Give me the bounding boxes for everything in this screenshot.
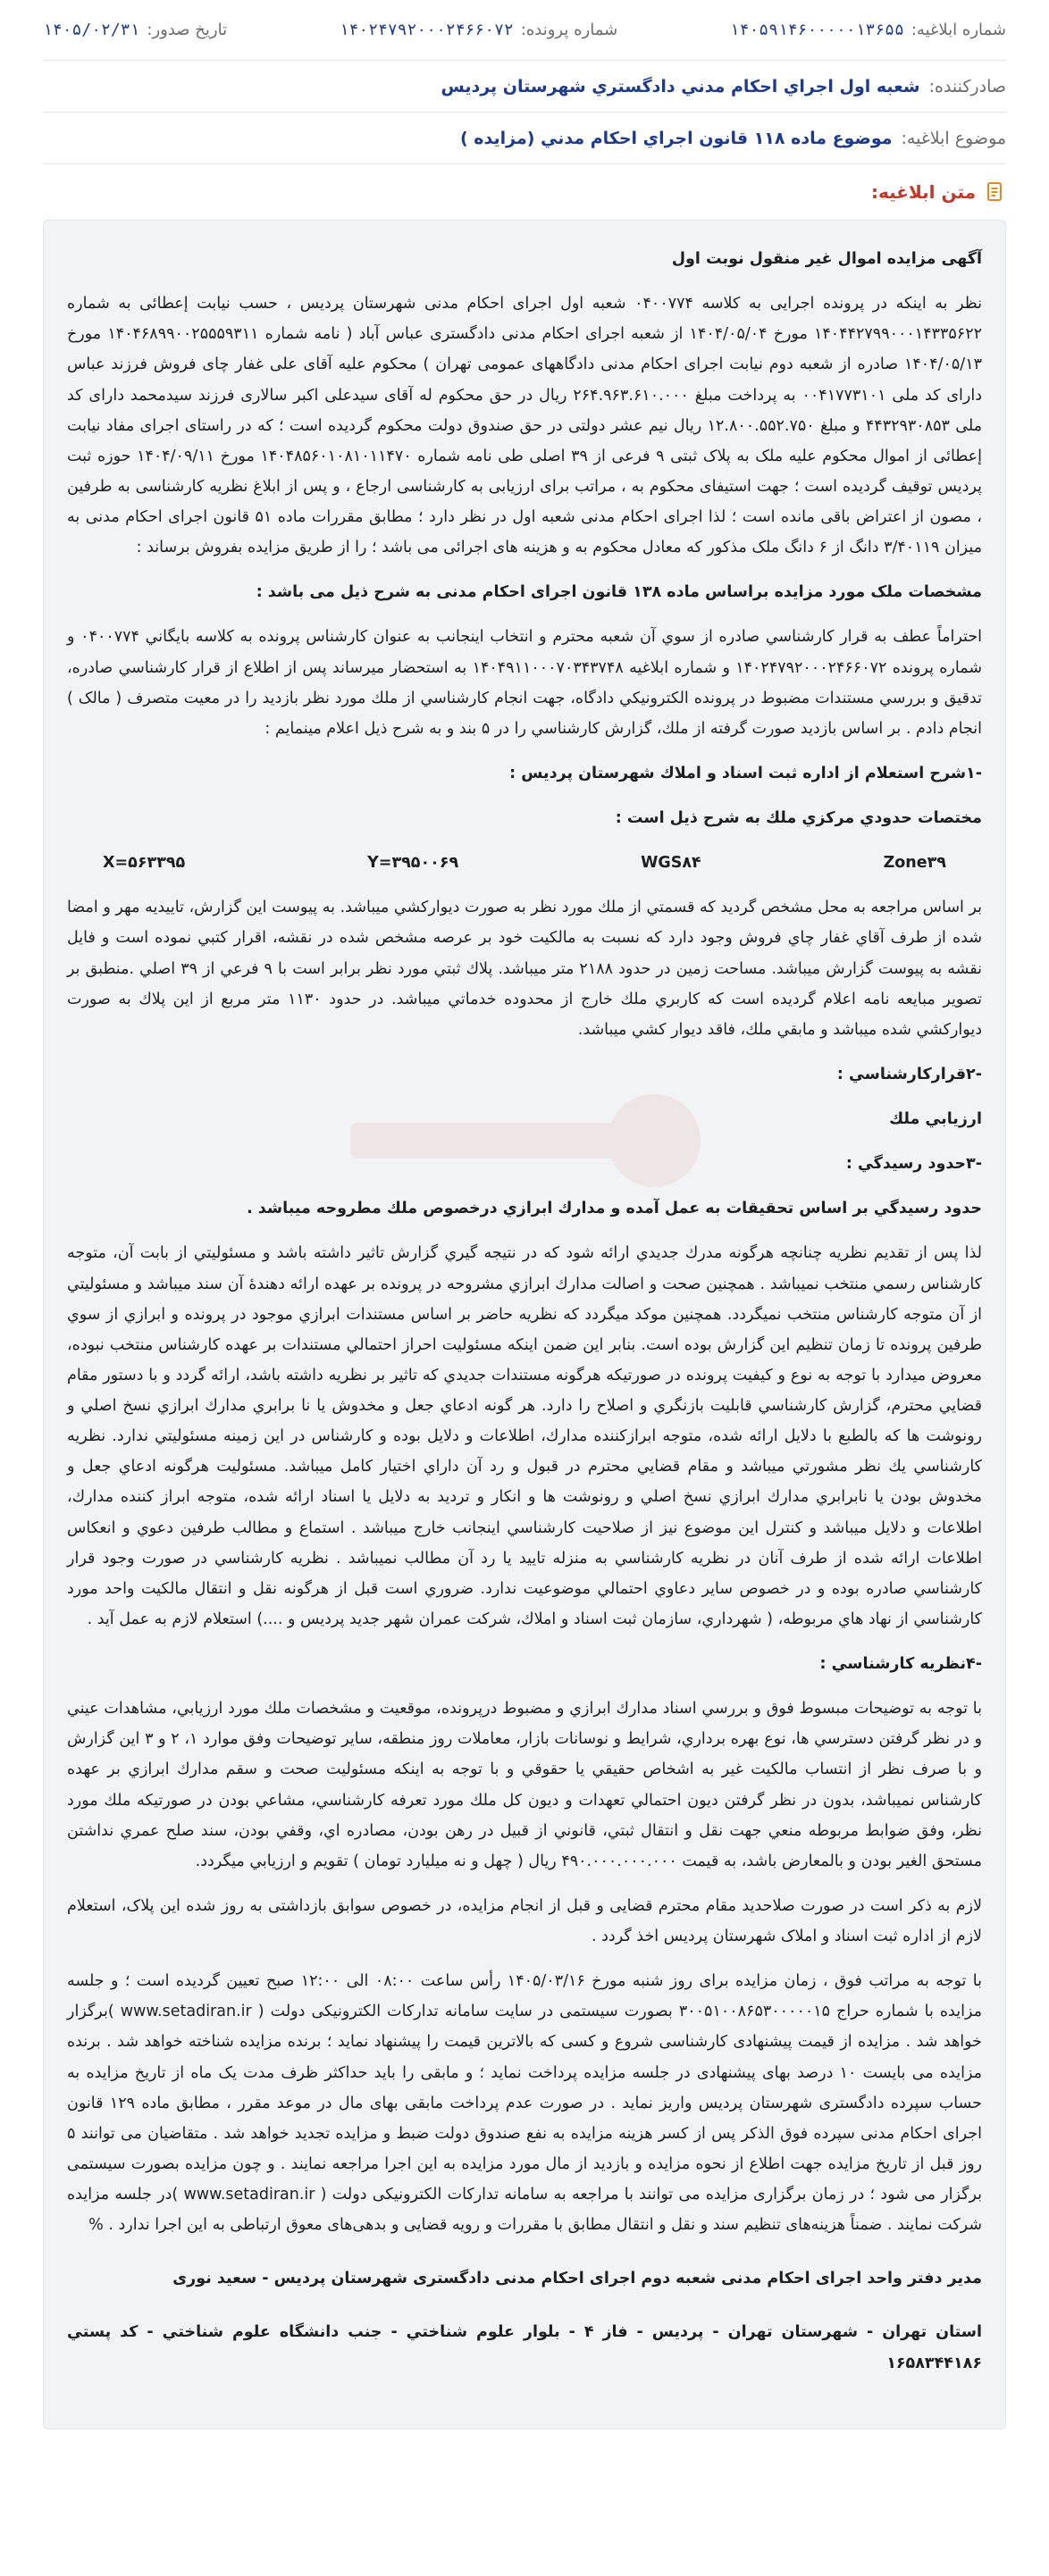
notice-number-label: شماره ابلاغیه:	[911, 21, 1006, 39]
section-header	[43, 164, 1006, 220]
subject-value: موضوع ماده ۱۱۸ قانون اجراي احكام مدني (مزايده )	[460, 128, 893, 148]
notice-number	[730, 21, 1006, 39]
heading-coordinates: مختصات حدودي مركزي ملك به شرح ذيل است :	[615, 809, 982, 827]
section-title: متن ابلاغیه:	[870, 181, 976, 203]
paragraph-valuation: با توجه به توضيحات مبسوط فوق و بررسي اسناد مدارك ابرازي و مضبوط درپرونده، موقعيت و مشخصات ملك مورد ارزيابي، مشاهدات عيني و در نظر گرفتن دسترسي ها، نوع بهره برداري، شرايط و نوسانات بازار، معاملات روز منطقه، ساير توضيحات وفق موارد ۱، ۲ و ۳ اين گزارش و با صرف نظر از انتساب مالكيت غير به اشخاص حقيقي يا حقوقي و با توجه به اينكه مسئوليت صحت و سقم مدارك ابرازي بر عهده كارشناس نميباشد، بدون در نظر گرفتن ديون احتمالي تعهدات و ديون كل ملك مورد تعرفه كارشناسي، مشاعي بودن در صورتيكه ملك مورد نظر، وفق ضوابط مربوطه منعي جهت نقل و انتقال ثبتي، قانوني از قبيل در رهن بودن، مصادره اي، وقفي بودن، سند صلح عمري نداشتن مستحق الغير بودن و بالمعارض باشد، به قيمت ۴۹۰.۰۰۰.۰۰۰.۰۰۰ ريال ( چهل و نه ميليارد تومان ) تقويم و ارزيابي ميگردد.	[67, 1700, 983, 1870]
coord-y: Y=۳۹۵۰۰۶۹	[367, 854, 459, 873]
issue-date-label: تاریخ صدور:	[147, 21, 228, 39]
signature: مدیر دفتر واحد اجرای احکام مدنی شعبه دوم اجرای احکام مدنی دادگستری شهرستان پردیس - سعید نوری	[172, 2270, 982, 2288]
paragraph-specs-heading: مشخصات ملک مورد مزایده براساس ماده ۱۳۸ قانون اجرای احکام مدنی به شرح ذیل می باشد :	[256, 583, 982, 602]
paragraph-auction-terms: با توجه به مراتب فوق ، زمان مزایده برای روز شنبه مورخ ۱۴۰۵/۰۳/۱۶ رأس ساعت ۰۸:۰۰ الی ۱۲:۰۰ صبح تعیین گردیده است ؛ و جلسه مزایده با شماره حراج ۳۰۰۵۱۰۰۸۶۵۳۰۰۰۰۰۱۵ بصورت سیستمی در سایت سامانه تدارکات الکترونیکی دولت ( www.setadiran.ir )برگزار خواهد شد . مزایده از قیمت پیشنهادی کارشناسی شروع و کسی که بالاترین قیمت را پیشنهاد نماید ؛ برنده مزایده شناخته خواهد شد . برنده مزایده می بایست ۱۰ درصد بهای پیشنهادی در جلسه مزایده پرداخت نماید ؛ و مابقی را باید حداکثر ظرف مدت یک ماه از تاریخ مزایده به حساب سپرده دادگستری شهرستان پردیس واریز نماید . در صورت عدم پرداخت مابقی بهای مال در موعد مقرر ، مطابق ماده ۱۲۹ قانون اجرای احکام مدنی سپرده فوق الذکر پس از کسر هزینه مزایده به نفع صندوق دولت ضبط و مزایده تجدید خواهد شد . متقاضیان می توانند ۵ روز قبل از تاریخ مزایده جهت اطلاع از نحوه مزایده و بازدید از مال مورد مزایده به این اجرا مراجعه نمایند . و چون مزایده بصورت سیستمی برگزار می شود ؛ در زمان برگزاری مزایده می توانند با مراجعه به سامانه تدارکات الکترونیکی دولت ( www.setadiran.ir )در جلسه مزایده شرکت نمایند . ضمناً هزینه‌های تنظیم سند و نقل و انتقال مطابق با مقررات و رویه قضایی و بدهی‌های معوق ارتباطی به این اجرا ندارد . %	[67, 1972, 983, 2235]
issuer-value: شعبه اول اجراي احكام مدني دادگستري شهرستان پرديس	[441, 76, 920, 96]
paragraph-registry-note: لازم به ذکر است در صورت صلاحدید مقام محترم قضایی و قبل از انجام مزایده، در خصوص سوابق بازداشتی به روز شده این پلاک، استعلام لازم از اداره ثبت اسناد و املاک شهرستان پردیس اخذ گردد .	[67, 1896, 982, 1945]
heading-scope: -۳حدود رسيدگي :	[845, 1155, 982, 1174]
text-property-valuation: ارزيابي ملك	[889, 1110, 982, 1128]
coord-zone: Zone۳۹	[883, 854, 946, 873]
coordinates-row	[67, 848, 982, 878]
heading-expert-order: -۲قراركارشناسي :	[836, 1065, 982, 1083]
heading-registry-inquiry: -۱شرح استعلام از اداره ثبت اسناد و املاك شهرستان پرديس :	[509, 764, 982, 782]
coord-datum: WGS۸۴	[641, 854, 701, 873]
meta-row	[43, 0, 1006, 61]
text-scope: حدود رسيدگي بر اساس تحقيقات به عمل آمده و مدارك ابرازي درخصوص ملك مطروحه ميباشد .	[247, 1200, 982, 1218]
subject-row	[43, 113, 1006, 164]
paragraph-site-visit: بر اساس مراجعه به محل مشخص گرديد كه قسمتي از ملك مورد نظر به صورت ديواركشي ميباشد. به پيوست اين گزارش، تاييديه مهر و امضا شده از طرف آقاي غفار چاي فروش وجود دارد كه نسبت به مالكيت خود بر عرصه مشخص شده در نقشه، اقرار كتبي نموده است و فايل نقشه به پيوست گزارش ميباشد. مساحت زمين در حدود ۲۱۸۸ متر ميباشد. پلاك ثبتي مورد نظر برابر است با ۹ فرعي از ۳۹ اصلي .منطبق بر تصوير مبايعه نامه اعلام گرديده است كه كاربري ملك خارج از محدوده خدماتي ميباشد. در حدود ۱۱۳۰ متر مربع از اين پلاك به صورت ديواركشي شده ميباشد و مابقي ملك، فاقد ديوار كشي ميباشد.	[67, 899, 982, 1039]
notice-number-value: ۱۴۰۵۹۱۴۶۰۰۰۰۰۱۳۶۵۵	[729, 21, 904, 39]
coord-x: X=۵۶۳۳۹۵	[103, 854, 186, 873]
subject-label: موضوع ابلاغیه:	[901, 128, 1006, 148]
issuer-row	[43, 61, 1006, 113]
issue-date	[43, 21, 227, 39]
issue-date-value: ۱۴۰۵/۰۲/۳۱	[43, 21, 140, 39]
notice-title: آگهی مزایده اموال غیر منقول نوبت اول	[671, 250, 982, 268]
paragraph-intro: نظر به اینکه در پرونده اجرایی به کلاسه ۰۴۰۰۷۷۴ شعبه اول اجرای احکام مدنی شهرستان پردیس ، حسب نیابت إعطائی به شماره ۱۴۰۴۴۲۷۹۹۰۰۰۱۴۳۳۵۶۲۲ مورخ ۱۴۰۴/۰۵/۰۴ از شعبه اجرای احکام مدنی دادگستری عباس آباد ( نامه شماره ۱۴۰۴۶۸۹۹۰۰۲۵۵۵۹۳۱۱ مورخ ۱۴۰۴/۰۵/۱۳ صادره از شعبه دوم نیابت اجرای احکام مدنی دادگاههای عمومی تهران ) محکوم علیه آقای علی غفار چای فروش فرزند عباس دارای کد ملی ۰۰۴۱۷۷۳۱۰۱ به پرداخت مبلغ ۲۶۴.۹۶۳.۶۱۰.۰۰۰ ریال در حق محکوم له آقای سیدعلی اکبر سالاری فرزند سیدمحمد دارای کد ملی ۴۴۳۲۹۳۰۸۵۳ و مبلغ ۱۲.۸۰۰.۵۵۲.۷۵۰ ریال نیم عشر دولتی در حق صندوق دولت محکوم گردیده است ؛ که در راستای اجرای مفاد نیابت إعطائی از اموال محکوم علیه ملک به پلاک ثبتی ۹ فرعی از ۳۹ اصلی طی نامه شماره ۱۴۰۴۸۵۶۰۱۰۸۱۰۱۱۴۷۰ مورخ ۱۴۰۴/۰۹/۱۱ حوزه ثبت پردیس توقیف گردیده است ؛ جهت استیفای محکوم به ، مراتب برای ارزیابی به کارشناسی ارجاع ، و پس از ابلاغ نظریه کارشناسی به طرفین ، مصون از اعتراض باقی مانده است ؛ لذا اجرای احکام مدنی شعبه اول در نظر دارد ؛ مطابق مقررات ماده ۵۱ قانون اجرای احکام مدنی به میزان ۳/۴۰۱۱۹ دانگ از ۶ دانگ ملک مذکور که معادل محکوم به و هزینه های اجرائی می باشد ؛ را از طریق مزایده بفروش برساند :	[67, 295, 983, 557]
document-icon	[985, 181, 1006, 203]
address: استان تهران - شهرستان تهران - پرديس - فاز ۴ - بلوار علوم شناختي - جنب دانشگاه علوم شناختي - كد پستي ۱۶۵۸۳۴۴۱۸۶	[67, 2323, 982, 2372]
heading-expert-opinion: -۴نظريه كارشناسي :	[819, 1655, 982, 1673]
paragraph-expert-report: احتراماً عطف به قرار كارشناسي صادره از سوي آن شعبه محترم و انتخاب اينجانب به عنوان كارشناس پرونده به كلاسه بايگاني ۰۴۰۰۷۷۴ و شماره پرونده ۱۴۰۲۴۷۹۲۰۰۰۲۴۶۶۰۷۲ و شماره ابلاغيه ۱۴۰۴۹۱۱۰۰۰۷۰۳۴۳۷۴۸ به استحضار ميرساند پس از اطلاع از قرار كارشناسي صادره، تدقيق و بررسي مستندات مضبوط در پرونده الكترونيكي دادگاه، جهت انجام كارشناسي از ملك مورد نظر بازديد را در معيت متصرف ( مالک ) انجام دادم . بر اساس بازدید صورت گرفته از ملك، گزارش كارشناسي را در ۵ بند و به شرح ذيل اعلام مينمايم :	[67, 628, 983, 738]
case-number	[340, 21, 617, 39]
notice-body	[43, 220, 1006, 2430]
issuer-label: صادرکننده:	[928, 76, 1006, 96]
paragraph-disclaimer: لذا پس از تقديم نظريه چنانچه هرگونه مدرك جديدي ارائه شود كه در نتيجه گيري گزارش تاثير داشته باشد و مسئوليتي از بابت آن، متوجه كارشناس رسمي منتخب نميباشد . همچنين صحت و اصالت مدارك ابرازي مشروحه در پرونده بر عهده ارائه دهندهٔ آن سند ميباشد و مسئوليتي از آن متوجه كارشناس منتخب نميگردد. همچنين موكد ميگردد كه نظريه حاضر بر اساس مستندات ابرازي موجود در پرونده و ابرازي از سوي طرفين پرونده تا زمان تنظيم اين گزارش بوده است. بنابر اين ضمن اينكه مسئوليت احراز احتمالي مستندات بر عهده كارشناس منتخب نبوده، معروض ميدارد با توجه به نوع و كيفيت پرونده در صورتيكه هرگونه مستندات جديدي كه تاثير بر نظريه داشته باشد، ارائه گردد و با دستور مقام قضايي محترم، گزارش كارشناسي قابليت بازنگري و اصلاح را دارد. هر گونه ادعاي جعل و مخدوش يا نا برابري مدارك ابرازي نسخ اصلي و رونوشت ها كه بالطبع با دلايل ارائه شده، متوجه ابرازكننده مدارك، اطلاعات و دلايل بوده و كارشناس در اين زمينه مسئوليتي ندارد. نظريه كارشناسي يك نظر مشورتي ميباشد و مقام قضايي محترم در قبول و رد آن داراي اختيار كامل ميباشد. مسئوليت هرگونه ادعاي جعل و مخدوش بودن يا نابرابري مدارك ابرازي نسخ اصلي و رونوشت ها و انكار و ترديد به دلايل يا اسناد ارائه شده، متوجه ابراز كننده مدارك، اطلاعات و دلايل ميباشد و كنترل اين موضوع نيز از صلاحيت كارشناسي اينجانب خارج ميباشد . استماع و مطالب طرفين دعوي و انعكاس اطلاعات ارائه شده از طرف آنان در نظريه كارشناسي به منزله تاييد يا رد آن مطالب نميباشد . نظريه كارشناسي در صورت وجود قرار كارشناسي صادره بوده و در خصوص ساير دعاوي احتمالي موضوعيت ندارد. ضروري است قبل از هرگونه نقل و انتقال مالكيت واحد مورد كارشناسي از نهاد هاي مربوطه، ( شهرداري، سازمان ثبت اسناد و املاك، شركت عمران شهر جديد پرديس و ....) استعلام لازم به عمل آيد .	[67, 1244, 982, 1628]
case-number-label: شماره پرونده:	[520, 21, 618, 39]
case-number-value: ۱۴۰۲۴۷۹۲۰۰۰۲۴۶۶۰۷۲	[339, 21, 514, 39]
